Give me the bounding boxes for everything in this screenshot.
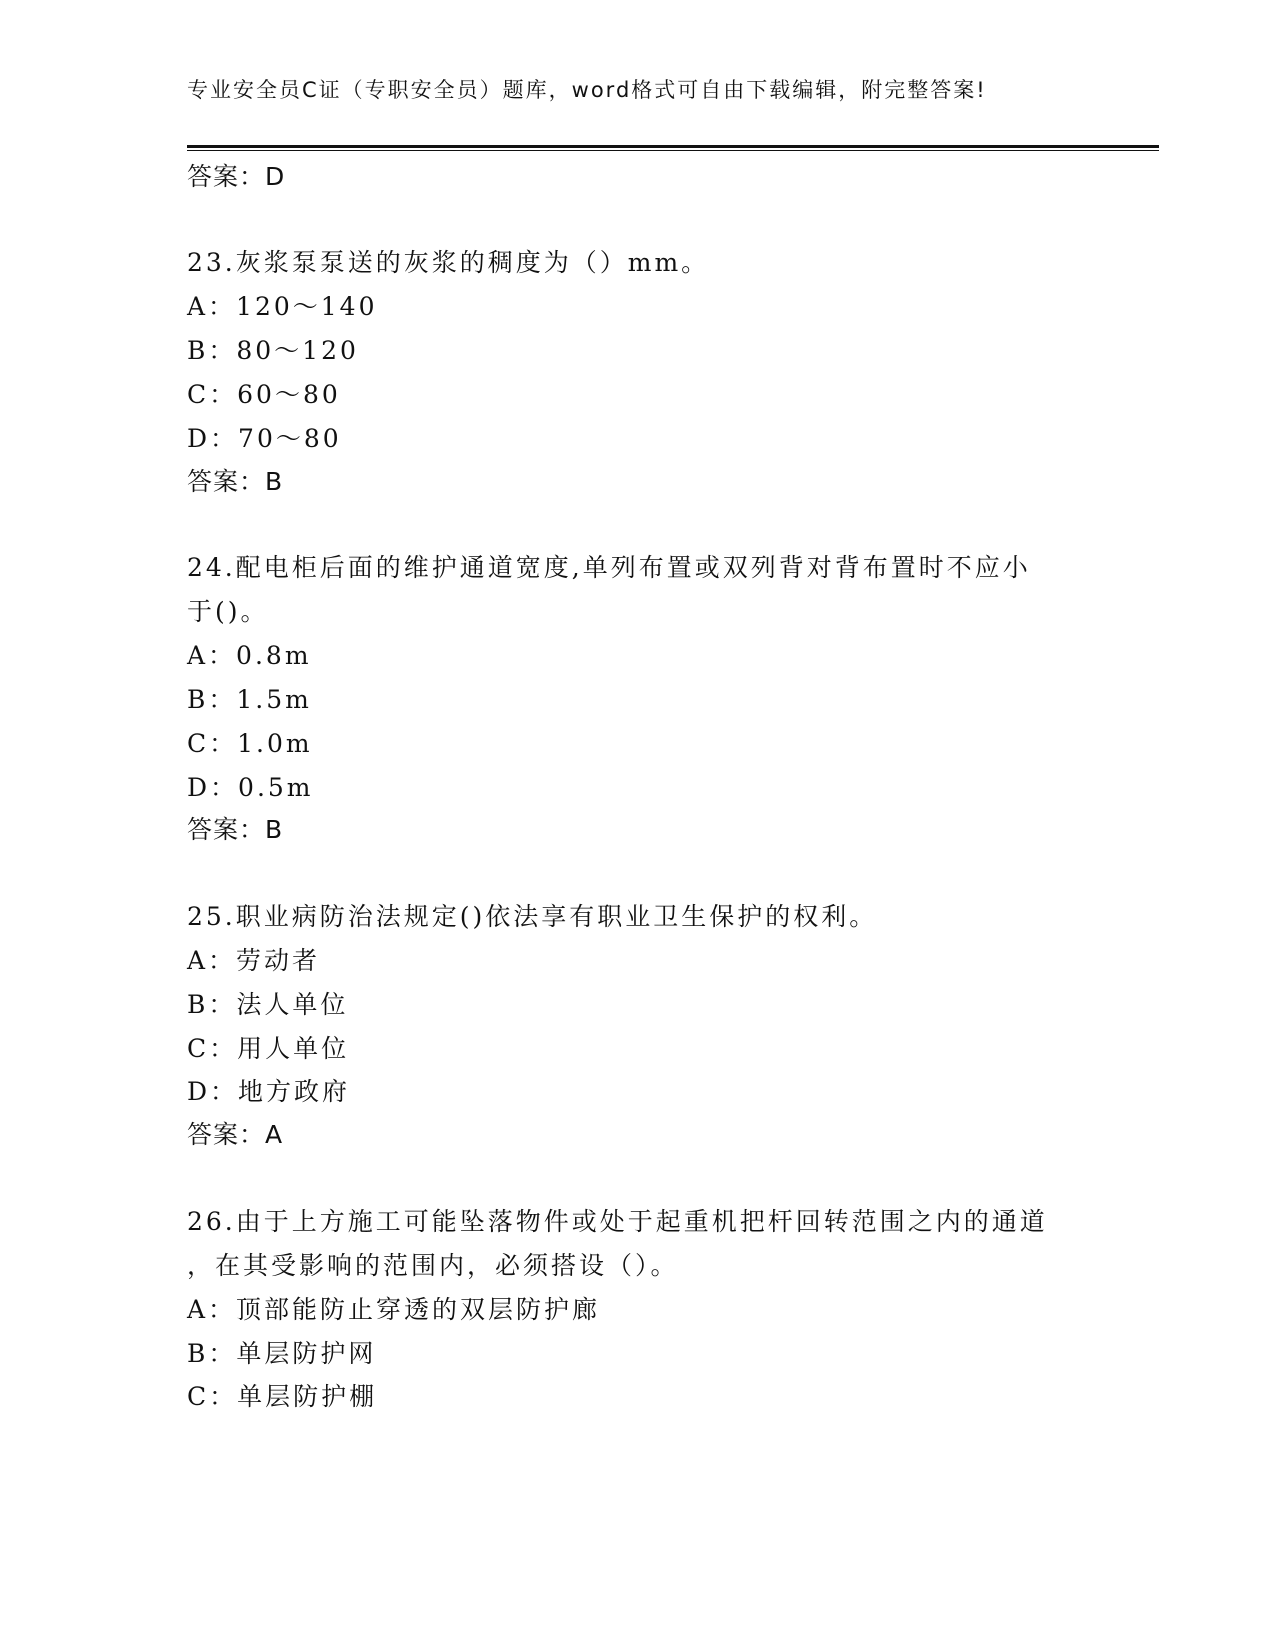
question-24-stem-line-1: 24.配电柜后面的维护通道宽度,单列布置或双列背对背布置时不应小 xyxy=(187,553,1031,582)
question-25-answer: 答案：A xyxy=(187,1120,284,1149)
question-24-answer: 答案：B xyxy=(187,815,284,844)
question-23-option-d: D：70～80 xyxy=(187,424,342,453)
question-26-stem-line-1: 26.由于上方施工可能坠落物件或处于起重机把杆回转范围之内的通道 xyxy=(187,1207,1048,1236)
question-24-option-a: A：0.8m xyxy=(187,641,312,670)
question-23-option-b: B：80～120 xyxy=(187,336,359,365)
question-25-stem: 25.职业病防治法规定()依法享有职业卫生保护的权利。 xyxy=(187,902,878,931)
header-rule-thin xyxy=(187,150,1159,151)
page-header: 专业安全员C证（专职安全员）题库，word格式可自由下载编辑，附完整答案! xyxy=(187,78,987,102)
question-26-option-c: C：单层防护棚 xyxy=(187,1382,378,1411)
question-26-option-a: A：顶部能防止穿透的双层防护廊 xyxy=(187,1295,601,1324)
question-25-option-b: B：法人单位 xyxy=(187,990,349,1019)
question-24-option-c: C：1.0m xyxy=(187,729,313,758)
question-24-option-d: D：0.5m xyxy=(187,773,314,802)
question-23-answer: 答案：B xyxy=(187,467,284,496)
question-25-option-a: A：劳动者 xyxy=(187,946,321,975)
question-24-stem-line-2: 于()。 xyxy=(187,597,269,626)
question-26-stem-line-2: ，在其受影响的范围内，必须搭设（）。 xyxy=(187,1251,679,1280)
question-23-option-c: C：60～80 xyxy=(187,380,341,409)
question-25-option-d: D：地方政府 xyxy=(187,1077,351,1106)
question-23-option-a: A：120～140 xyxy=(187,292,378,321)
question-25-option-c: C：用人单位 xyxy=(187,1034,350,1063)
previous-answer: 答案：D xyxy=(187,162,286,191)
question-24-option-b: B：1.5m xyxy=(187,685,312,714)
question-23-stem: 23.灰浆泵泵送的灰浆的稠度为（）mm。 xyxy=(187,248,710,277)
question-26-option-b: B：单层防护网 xyxy=(187,1339,377,1368)
header-rule-thick xyxy=(187,145,1159,148)
